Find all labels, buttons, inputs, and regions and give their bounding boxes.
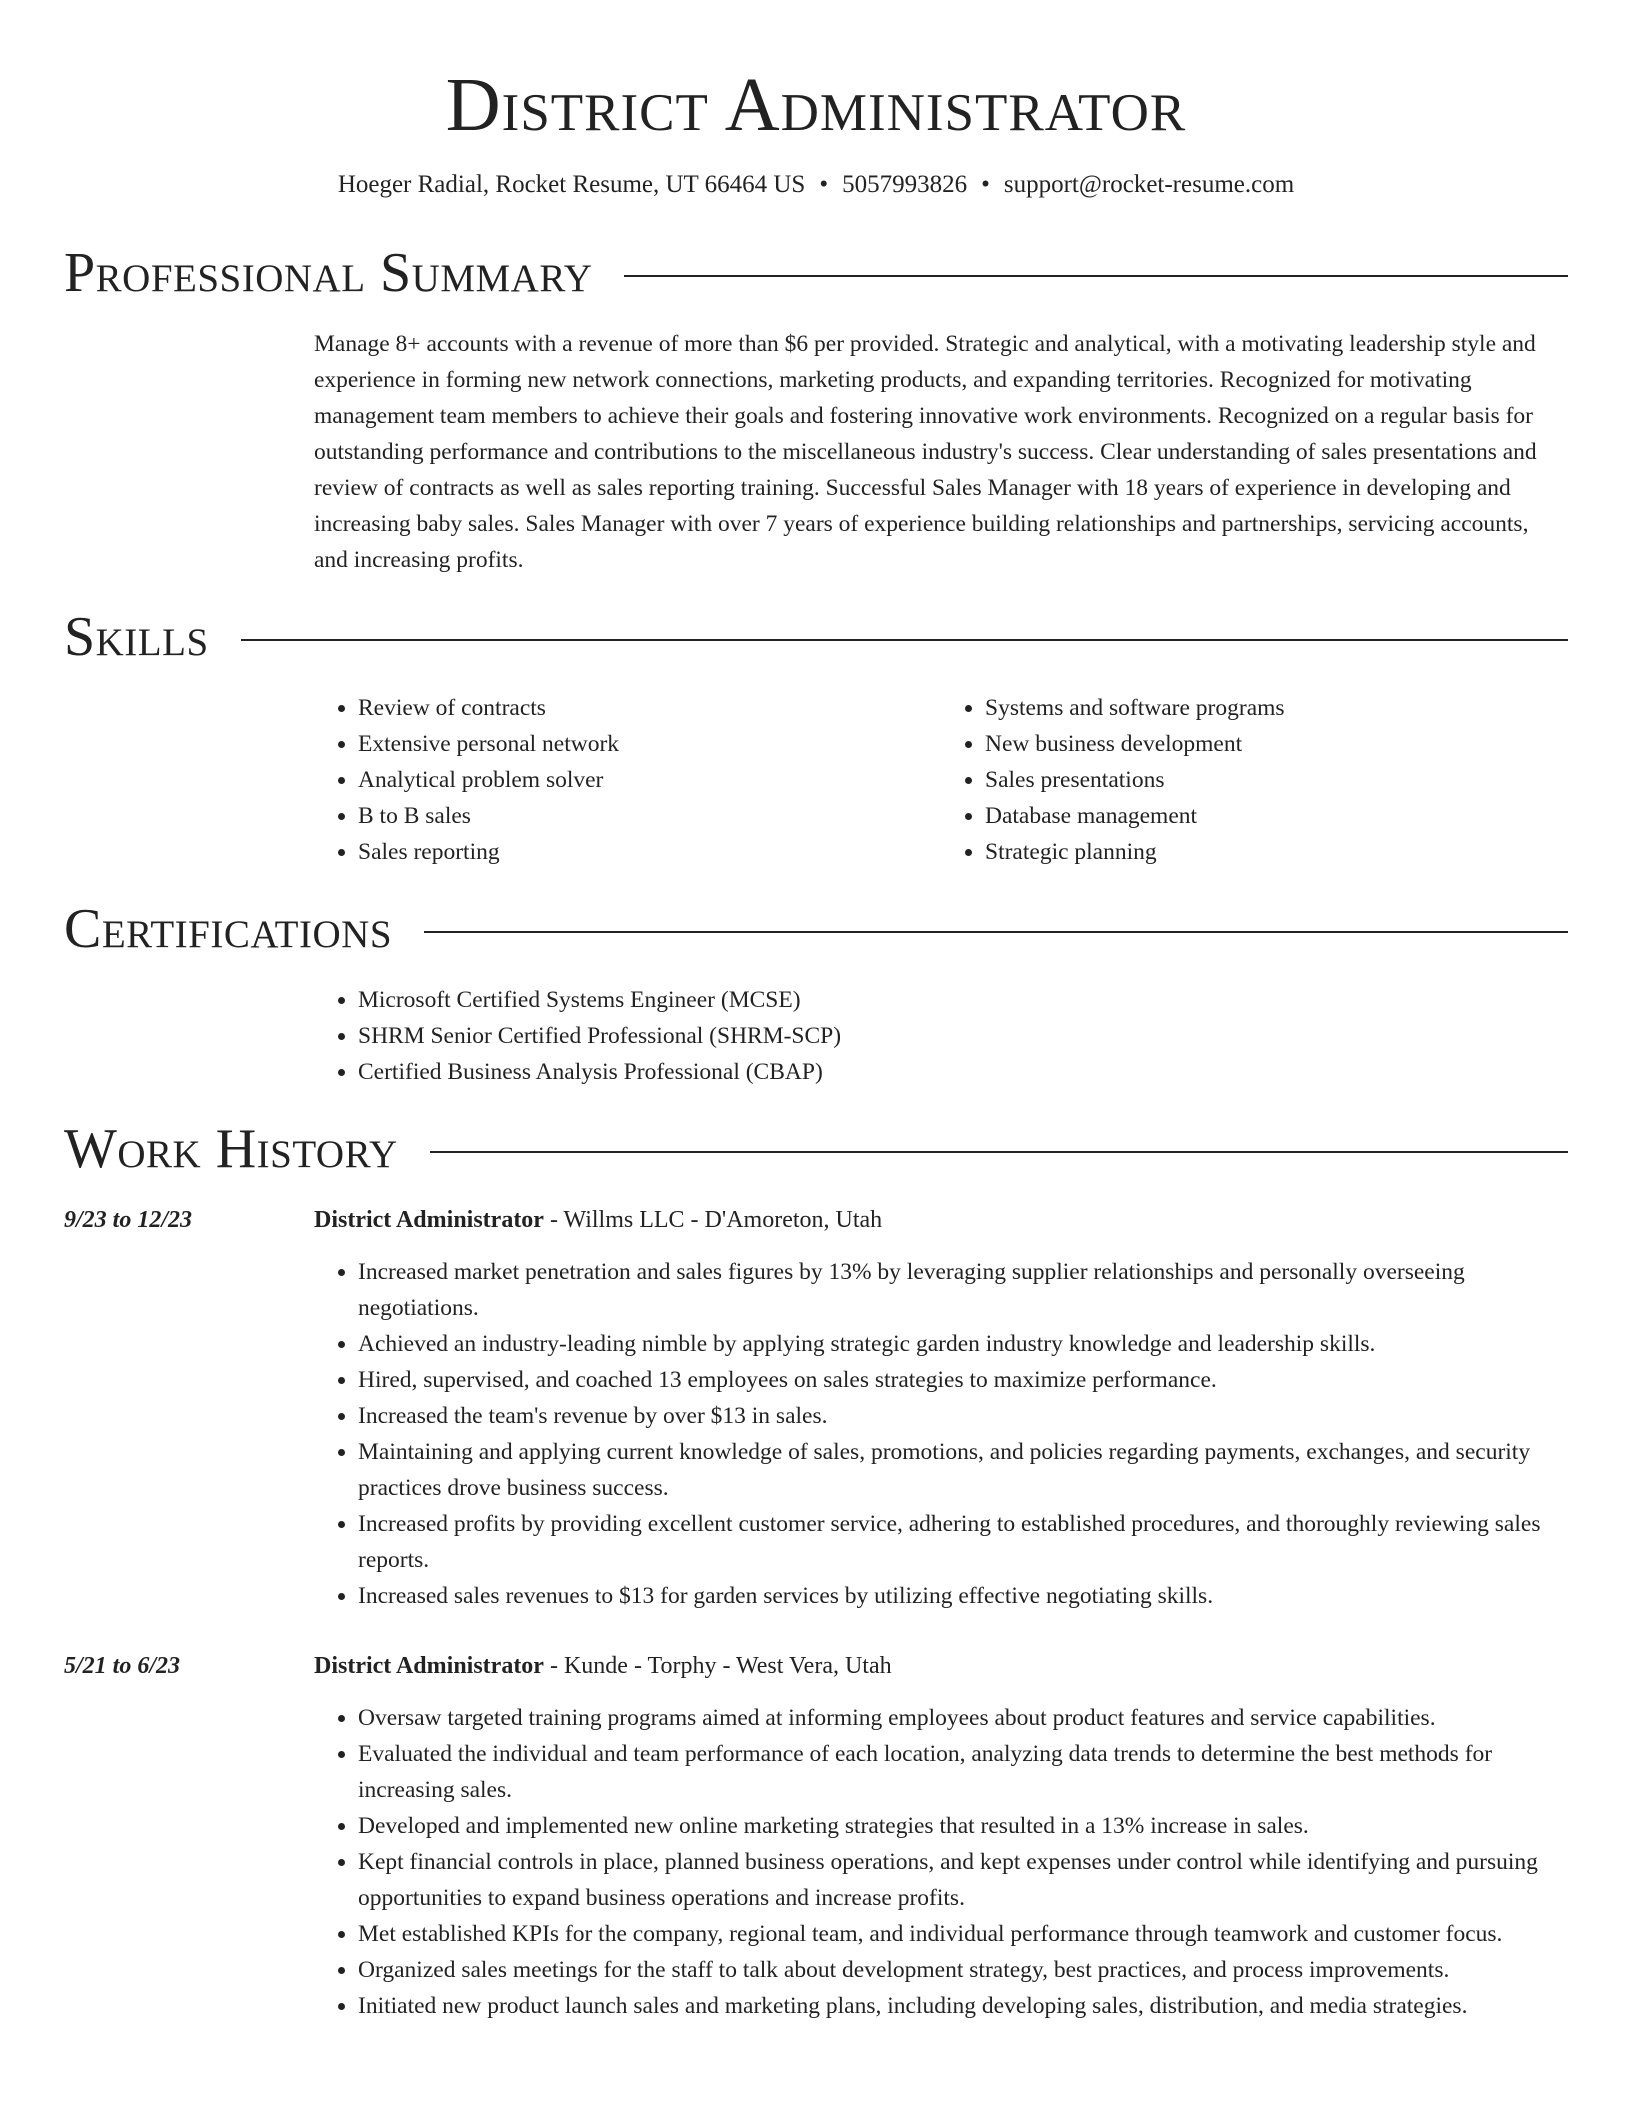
summary-heading: Professional Summary: [64, 242, 593, 304]
skills-list-right: [941, 690, 1568, 870]
job-company: - Willms LLC - D'Amoreton, Utah: [543, 1207, 883, 1233]
work-history-section-header: [64, 1116, 1568, 1182]
certifications-list: [314, 982, 1568, 1090]
page-title: District Administrator: [445, 63, 1187, 147]
job-bullet: • Kept financial controls in place, planned business operations, and kept expenses under control while identifying and pursuing opportunities to expand business operations and increase profits.: [358, 1844, 1568, 1916]
resume-page: [64, 0, 1568, 2024]
summary-section-header: [64, 240, 1568, 306]
certification-item: • Microsoft Certified Systems Engineer (MCSE): [358, 982, 1568, 1018]
certifications-body: [314, 982, 1568, 1090]
job-dates: 5/21 to 6/23: [64, 1653, 181, 1679]
job-title-line: [314, 1648, 892, 1684]
job-bullet-list: [314, 1700, 1568, 2024]
skills-grid: [314, 690, 1568, 870]
certifications-section-header: [64, 896, 1568, 962]
job-bullets: [314, 1254, 1568, 1614]
section-divider: [624, 275, 1568, 277]
job-bullet: • Initiated new product launch sales and marketing plans, including developing sales, distribution, and media strategies.: [358, 1988, 1568, 2024]
job-bullet: • Increased profits by providing excellent customer service, adhering to established procedures, and thoroughly reviewing sales reports.: [358, 1506, 1568, 1578]
job-bullet: • Increased sales revenues to $13 for garden services by utilizing effective negotiating skills.: [358, 1578, 1568, 1614]
skill-item: • New business development: [985, 726, 1568, 762]
contact-line: [64, 168, 1568, 202]
skill-item: • Extensive personal network: [358, 726, 941, 762]
job-entry: [64, 1202, 1568, 1614]
work-history-heading: Work History: [64, 1118, 398, 1180]
certification-item: • Certified Business Analysis Professional (CBAP): [358, 1054, 1568, 1090]
skill-item: • Analytical problem solver: [358, 762, 941, 798]
email: support@rocket-resume.com: [1003, 171, 1295, 198]
separator: •: [981, 171, 990, 198]
address: Hoeger Radial, Rocket Resume, UT 66464 US: [337, 171, 806, 198]
skills-heading: Skills: [64, 606, 209, 668]
skill-item: • Sales presentations: [985, 762, 1568, 798]
job-bullet: • Increased market penetration and sales figures by 13% by leveraging supplier relationships and personally overseeing negotiations.: [358, 1254, 1568, 1326]
job-bullet: • Met established KPIs for the company, regional team, and individual performance through teamwork and customer focus.: [358, 1916, 1568, 1952]
separator: •: [819, 171, 829, 198]
job-company: - Kunde - Torphy - West Vera, Utah: [543, 1653, 892, 1679]
skill-item: • Strategic planning: [985, 834, 1568, 870]
skill-item: • B to B sales: [358, 798, 941, 834]
skill-item: • Sales reporting: [358, 834, 941, 870]
section-divider: [430, 1151, 1568, 1153]
job-bullet: • Hired, supervised, and coached 13 employees on sales strategies to maximize performance.: [358, 1362, 1568, 1398]
job-bullet: • Developed and implemented new online marketing strategies that resulted in a 13% increase in sales.: [358, 1808, 1568, 1844]
certifications-heading: Certifications: [64, 898, 393, 960]
job-bullet: • Oversaw targeted training programs aimed at informing employees about product features and service capabilities.: [358, 1700, 1568, 1736]
certification-item: • SHRM Senior Certified Professional (SHRM-SCP): [358, 1018, 1568, 1054]
job-bullet: • Achieved an industry-leading nimble by applying strategic garden industry knowledge and leadership skills.: [358, 1326, 1568, 1362]
phone: 5057993826: [842, 171, 968, 198]
section-divider: [424, 931, 1568, 933]
skill-item: • Systems and software programs: [985, 690, 1568, 726]
job-title: District Administrator: [314, 1653, 544, 1679]
job-bullet: • Evaluated the individual and team performance of each location, analyzing data trends to determine the best methods for increasing sales.: [358, 1736, 1568, 1808]
skill-item: • Review of contracts: [358, 690, 941, 726]
skill-item: • Database management: [985, 798, 1568, 834]
job-entry: [64, 1648, 1568, 2024]
job-bullets: [314, 1700, 1568, 2024]
summary-text: Manage 8+ accounts with a revenue of more than $6 per provided. Strategic and analytical, with a motivating leadership style and experience in forming new network connections, marketing products, and expanding territories. Recognized for motivating management team members to achieve their goals and fostering innovative work environments. Recognized on a regular basis for outstanding performance and contributions to the miscellaneous industry's success. Clear understanding of sales presentations and review of contracts as well as sales reporting training. Successful Sales Manager with 18 years of experience in developing and increasing baby sales. Sales Manager with over 7 years of experience building relationships and partnerships, servicing accounts, and increasing profits.: [314, 331, 1537, 573]
job-bullet-list: [314, 1254, 1568, 1614]
job-bullet: • Increased the team's revenue by over $13 in sales.: [358, 1398, 1568, 1434]
section-divider: [241, 639, 1568, 641]
job-title: District Administrator: [314, 1207, 544, 1233]
job-bullet: • Organized sales meetings for the staff to talk about development strategy, best practices, and process improvements.: [358, 1952, 1568, 1988]
skills-body: [314, 690, 1568, 870]
job-bullet: • Maintaining and applying current knowledge of sales, promotions, and policies regarding payments, exchanges, and security practices drove business success.: [358, 1434, 1568, 1506]
summary-body: [314, 326, 1568, 578]
job-dates: 9/23 to 12/23: [64, 1207, 193, 1233]
job-header: [64, 1202, 1568, 1238]
skills-section-header: [64, 604, 1568, 670]
skills-list-left: [314, 690, 941, 870]
job-header: [64, 1648, 1568, 1684]
job-title-line: [314, 1202, 882, 1238]
